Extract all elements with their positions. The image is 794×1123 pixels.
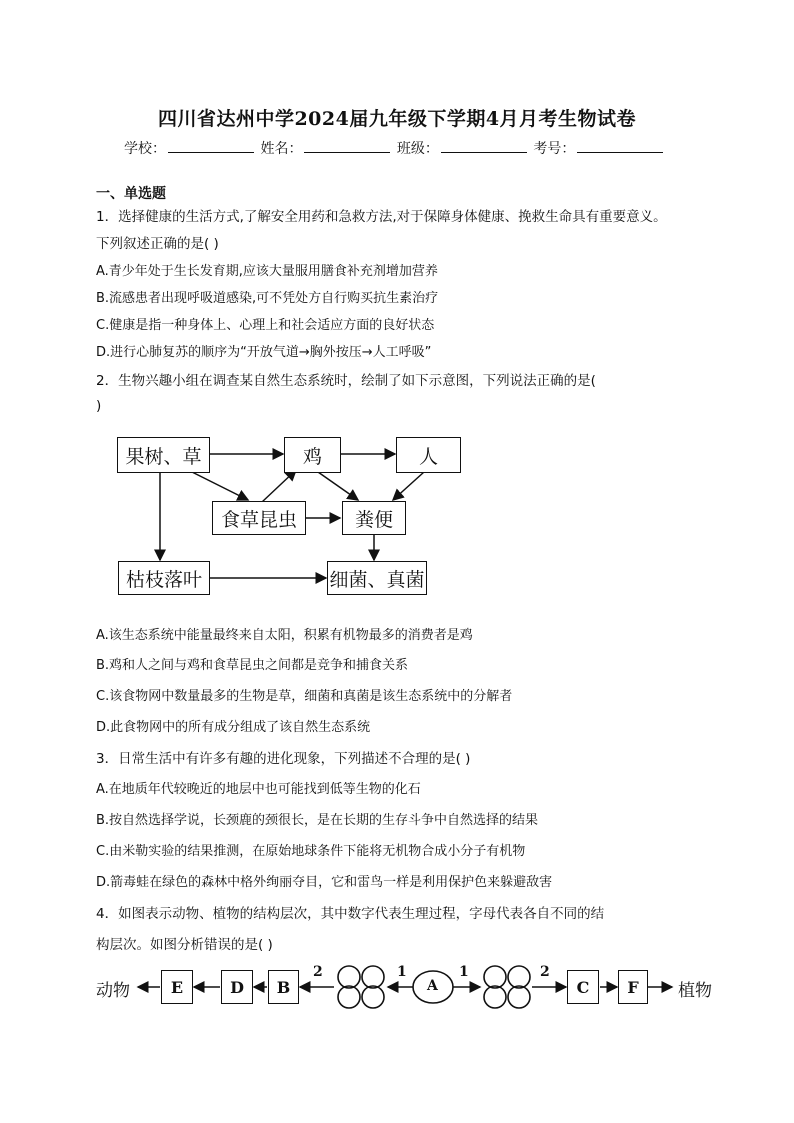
q2-option-d: D.此食物网中的所有成分组成了该自然生态系统 [96, 720, 371, 735]
q1-stem-line2: 下列叙述正确的是( ) [96, 236, 219, 252]
q3-option-a: A.在地质年代较晚近的地层中也可能找到低等生物的化石 [96, 782, 421, 797]
q3-stem: 3．日常生活中有许多有趣的进化现象，下列描述不合理的是( ) [96, 751, 471, 767]
q1-option-d: D.进行心肺复苏的顺序为“开放气道→胸外按压→人工呼吸” [96, 345, 432, 360]
class-label: 班级： [396, 141, 439, 157]
q2-stem-line2: ) [96, 398, 102, 414]
school-label: 学校： [124, 141, 166, 157]
node-decomposers: 细菌、真菌 [327, 561, 427, 595]
node-herbivorous-insect: 食草昆虫 [212, 501, 306, 535]
cell-cluster-left [338, 966, 384, 1008]
process-2-right: 2 [540, 964, 550, 980]
level-f-box: F [618, 970, 648, 1004]
node-fruit-grass: 果树、草 [117, 437, 210, 473]
node-chicken: 鸡 [284, 437, 341, 473]
level-b-box: B [268, 970, 299, 1004]
level-e-box: E [161, 970, 193, 1004]
q1-option-b: B.流感患者出现呼吸道感染,可不凭处方自行购买抗生素治疗 [96, 291, 439, 306]
name-label: 姓名： [260, 141, 303, 157]
q2-option-a: A.该生态系统中能量最终来自太阳，积累有机物最多的消费者是鸡 [96, 628, 473, 643]
node-feces: 粪便 [342, 501, 406, 535]
process-1-left: 1 [397, 964, 407, 980]
q3-option-b: B.按自然选择学说，长颈鹿的颈很长，是在长期的生存斗争中自然选择的结果 [96, 813, 539, 828]
exam-no-label: 考号： [533, 141, 576, 157]
q1-option-c: C.健康是指一种身体上、心理上和社会适应方面的良好状态 [96, 318, 435, 333]
section-heading: 一、单选题 [96, 186, 166, 202]
cell-a-label: A [427, 978, 438, 994]
animal-label: 动物 [96, 981, 130, 1001]
q3-option-c: C.由米勒实验的结果推测，在原始地球条件下能将无机物合成小分子有机物 [96, 844, 526, 859]
q2-option-b: B.鸡和人之间与鸡和食草昆虫之间都是竞争和捕食关系 [96, 658, 409, 673]
q2-option-c: C.该食物网中数量最多的生物是草，细菌和真菌是该生态系统中的分解者 [96, 689, 513, 704]
level-d-box: D [221, 970, 253, 1004]
q2-stem-line1: 2．生物兴趣小组在调查某自然生态系统时，绘制了如下示意图，下列说法正确的是( [96, 373, 596, 389]
q4-stem-line2: 构层次。如图分析错误的是( ) [96, 937, 273, 953]
plant-label: 植物 [678, 981, 712, 1001]
node-human: 人 [396, 437, 461, 473]
level-c-box: C [567, 970, 599, 1004]
q4-stem-line1: 4．如图表示动物、植物的结构层次，其中数字代表生理过程，字母代表各自不同的结 [96, 906, 605, 922]
node-litter: 枯枝落叶 [118, 561, 210, 595]
q1-stem-line1: 1．选择健康的生活方式,了解安全用药和急救方法,对于保障身体健康、挽救生命具有重要意义。 [96, 209, 667, 225]
cell-cluster-right [484, 966, 530, 1008]
process-2-left: 2 [313, 964, 323, 980]
q3-option-d: D.箭毒蛙在绿色的森林中格外绚丽夺目，它和雷鸟一样是利用保护色来躲避敌害 [96, 875, 553, 890]
page-title: 四川省达州中学2024届九年级下学期4月月考生物试卷 [157, 108, 637, 130]
q1-option-a: A.青少年处于生长发育期,应该大量服用膳食补充剂增加营养 [96, 264, 438, 279]
process-1-right: 1 [459, 964, 469, 980]
